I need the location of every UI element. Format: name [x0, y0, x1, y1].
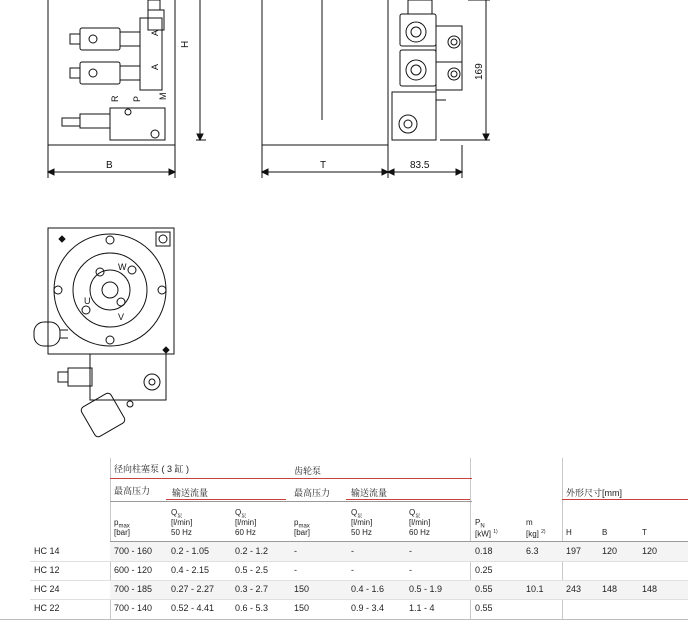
row-pmax: 600 - 120 [114, 565, 153, 575]
row-B: 148 [602, 584, 618, 594]
subheader-flow-a: 输送流量 [172, 488, 209, 498]
row-model: HC 12 [34, 565, 60, 575]
table-bottom-rule [0, 619, 688, 620]
row-q50: 0.4 - 2.15 [171, 565, 210, 575]
port-label-W: W [118, 262, 127, 272]
port-label-V: V [118, 312, 125, 322]
col-pmax-b: $p_{max}$ [294, 518, 310, 530]
row-gear-q50: - [351, 546, 354, 556]
row-divider [30, 599, 688, 600]
col-lmin-50-b: [l/min] [351, 518, 373, 527]
row-gear-q50: 0.9 - 3.4 [351, 603, 385, 613]
row-gear-q60: - [409, 565, 412, 575]
col-bar-b: [bar] [294, 528, 311, 537]
col-60hz-b: 60 Hz [409, 528, 430, 537]
col-B: B [602, 528, 608, 537]
row-q50: 0.27 - 2.27 [171, 584, 215, 594]
row-pn: 0.25 [475, 565, 493, 575]
dims-header: 外形尺寸[mm] [566, 488, 622, 498]
manifold-block [110, 108, 165, 140]
col-kw: [kW] $^{1)}$ [475, 529, 498, 539]
solenoid-2 [80, 62, 120, 84]
col-50hz-b: 50 Hz [351, 528, 372, 537]
col-q-60: $Q_泵$ [235, 508, 247, 520]
row-pmax: 700 - 185 [114, 584, 153, 594]
col-T: T [642, 528, 647, 537]
header-rule-1 [110, 478, 472, 479]
group-gear-pump: 齿轮泵 [294, 466, 322, 476]
group-radial-piston: 径向柱塞泵 ( 3 缸 ) [114, 464, 190, 474]
row-gear-q60: 1.1 - 4 [409, 603, 435, 613]
row-m: 6.3 [526, 546, 539, 556]
row-gear-q60: 0.5 - 1.9 [409, 584, 443, 594]
dims-underline [562, 499, 688, 500]
col-q-50: $Q_泵$ [171, 508, 183, 520]
col-lmin-60-b: [l/min] [409, 518, 431, 527]
port-label-A1: A [150, 29, 160, 36]
subheader-flow-b: 输送流量 [351, 488, 388, 498]
valve-block [140, 18, 162, 90]
port-label-M: M [158, 92, 168, 100]
row-H: 197 [566, 546, 582, 556]
row-q50: 0.52 - 4.41 [171, 603, 215, 613]
row-q60: 0.5 - 2.5 [235, 565, 269, 575]
dim-label-83-5: 83.5 [410, 160, 430, 171]
row-q50: 0.2 - 1.05 [171, 546, 210, 556]
row-divider [30, 580, 688, 581]
row-divider [30, 561, 688, 562]
row-T: 148 [642, 584, 658, 594]
port-label-P: P [132, 95, 142, 102]
col-bar-a: [bar] [114, 528, 131, 537]
col-kg: [kg] $^{2)}$ [526, 529, 546, 539]
row-model: HC 22 [34, 603, 60, 613]
port-label-U: U [84, 296, 91, 306]
col-m: m [526, 518, 533, 527]
header-rule-2 [110, 501, 472, 502]
right-valve-top [408, 0, 432, 14]
subheader-max-pressure-a: 最高压力 [114, 486, 151, 496]
solenoid-1 [80, 28, 120, 50]
row-H: 243 [566, 584, 582, 594]
col-pn: $P_N$ [475, 518, 485, 530]
row-model: HC 14 [34, 546, 60, 556]
row-T: 120 [642, 546, 658, 556]
plan-view-flange [54, 234, 166, 346]
port-label-R: R [110, 95, 120, 102]
row-gear-pmax: 150 [294, 603, 310, 613]
col-q-50-b: $Q_泵$ [351, 508, 363, 520]
row-gear-q60: - [409, 546, 412, 556]
row-m: 10.1 [526, 584, 544, 594]
row-B: 120 [602, 546, 618, 556]
middle-view-outline [262, 0, 388, 145]
row-q60: 0.3 - 2.7 [235, 584, 269, 594]
dim-label-H: H [180, 40, 191, 48]
row-gear-q50: - [351, 565, 354, 575]
flow-underline-b [346, 499, 470, 500]
plan-view-knob [34, 322, 60, 346]
row-gear-pmax: 150 [294, 584, 310, 594]
subheader-max-pressure-b: 最高压力 [294, 488, 331, 498]
row-gear-q50: 0.4 - 1.6 [351, 584, 385, 594]
left-view-outline [48, 0, 175, 145]
row-q60: 0.6 - 5.3 [235, 603, 269, 613]
port-label-A2: A [150, 63, 160, 70]
plan-view-housing [48, 228, 174, 354]
col-q-60-b: $Q_泵$ [409, 508, 421, 520]
row-pmax: 700 - 140 [114, 603, 153, 613]
row-pn: 0.55 [475, 584, 493, 594]
row-q60: 0.2 - 1.2 [235, 546, 269, 556]
row-gear-pmax: - [294, 565, 297, 575]
dim-label-B: B [106, 160, 113, 171]
row-model: HC 24 [34, 584, 60, 594]
dim-label-T: T [320, 160, 327, 171]
dim-label-169: 169 [474, 63, 485, 80]
flow-underline-a [166, 499, 286, 500]
col-lmin-60: [l/min] [235, 518, 257, 527]
row-pn: 0.18 [475, 546, 493, 556]
row-gear-pmax: - [294, 546, 297, 556]
col-lmin-50: [l/min] [171, 518, 193, 527]
row-pmax: 700 - 160 [114, 546, 153, 556]
col-50hz: 50 Hz [171, 528, 192, 537]
col-pmax-a: $p_{max}$ [114, 518, 130, 530]
spec-table [0, 458, 688, 623]
row-pn: 0.55 [475, 603, 493, 613]
col-H: H [566, 528, 572, 537]
col-60hz: 60 Hz [235, 528, 256, 537]
